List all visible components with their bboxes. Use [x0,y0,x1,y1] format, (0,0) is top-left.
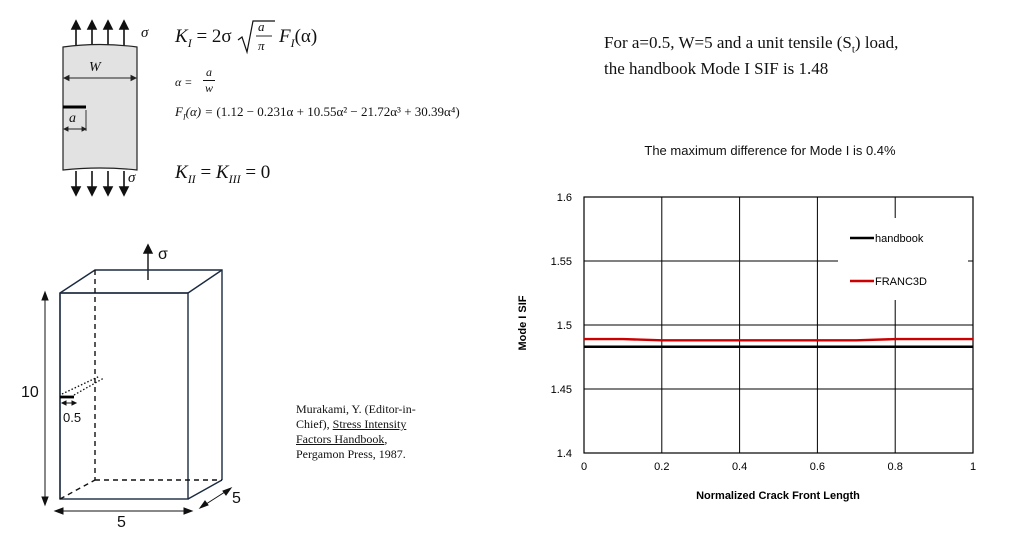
x-tick-label: 0 [580,461,588,473]
y-tick-label: 1.5 [556,320,572,332]
kii-equals: = [200,162,212,183]
ki-symbol: K [175,26,188,47]
note-line-1-suffix: ) load, [854,33,899,52]
fi-equation [175,104,460,122]
kii-symbol: K [175,162,188,183]
reference-line-1: Murakami, Y. (Editor-in- [296,402,416,416]
kiii-symbol: K [215,162,229,183]
fi-symbol: F [175,104,183,119]
handbook-note [604,33,898,79]
ki-rhs: = 2σ [196,26,232,47]
kii-subscript: II [187,171,196,186]
reference-citation [296,402,416,462]
ki-subscript: I [187,35,192,50]
y-tick-label: 1.55 [550,256,572,268]
tension-arrows-bottom [72,171,128,195]
sigma-bottom-label: σ [128,170,136,186]
crack-length-label: a [69,111,76,126]
load-arrow [144,245,152,280]
reference-line-2-prefix: Chief), [296,417,333,431]
box-solid-edges [60,270,222,499]
legend-label-franc3d: FRANC3D [875,276,927,288]
sqrt-numerator: a [258,19,265,34]
f-symbol: F [279,26,291,47]
y-tick-label: 1.45 [550,384,572,396]
height-label: 10 [21,384,39,401]
tension-arrows-top [72,21,128,46]
x-tick-label: 0.8 [887,461,903,473]
depth-label: 5 [232,490,241,507]
box-hidden-edges [60,270,222,499]
chart-title: The maximum difference for Mode I is 0.4% [644,143,896,158]
reference-title-part-2: Factors Handbook [296,432,385,446]
reference-title-part-1: Stress Intensity [332,417,407,431]
alpha-numerator: a [206,65,212,79]
crack-3d [60,376,104,397]
fi-subscript: I [182,112,186,122]
f-subscript: I [290,35,295,50]
y-axis-label: Mode I SIF [517,295,529,351]
x-axis-label: Normalized Crack Front Length [696,490,860,502]
x-tick-label: 0.6 [809,461,826,473]
legend-label-handbook: handbook [875,233,924,245]
note-line-2: the handbook Mode I SIF is 1.48 [604,59,829,79]
width-3d-label: 5 [117,514,126,531]
sif-chart [500,180,1000,510]
ki-f-term [279,26,317,51]
width-label: W [89,60,101,75]
sqrt-sign [236,18,276,56]
kii-kiii-equation [175,162,270,187]
note-line-1-prefix: For a=0.5, W=5 and a unit tensile (S [604,33,852,52]
sigma-top-label: σ [141,25,149,41]
reference-line-3 [296,432,416,447]
specimen-2d-sketch [55,16,155,200]
fi-argument: (α) = [185,104,214,119]
reference-line-4: Pergamon Press, 1987. [296,447,406,461]
y-tick-label: 1.6 [556,192,572,204]
depth-dimension [200,488,231,508]
x-tick-label: 1 [969,461,977,473]
x-tick-label: 0.2 [654,461,670,473]
kiii-subscript: III [228,171,241,186]
ki-equation [175,26,232,51]
y-tick-label: 1.4 [556,448,572,460]
x-tick-label: 0.4 [731,461,748,473]
height-dimension [42,292,48,505]
note-line-1 [604,33,898,59]
reference-line-3-suffix: , [384,432,388,446]
series-line-franc3d [584,339,973,340]
note-subscript: t [851,43,855,56]
reference-line-2 [296,417,416,432]
model-3d-sketch [0,240,260,538]
alpha-lhs: α = [175,75,193,89]
crack-dim-3d [62,401,76,405]
sigma-3d-label: σ [158,246,168,263]
fi-polynomial: (1.12 − 0.231α + 10.55α² − 21.72α³ + 30.39α⁴) [216,104,460,119]
alpha-denominator: w [205,81,214,95]
crack-3d-label: 0.5 [63,410,82,425]
f-argument: (α) [294,26,318,47]
sqrt-denominator: π [258,38,265,53]
kiii-rhs: = 0 [245,162,271,183]
